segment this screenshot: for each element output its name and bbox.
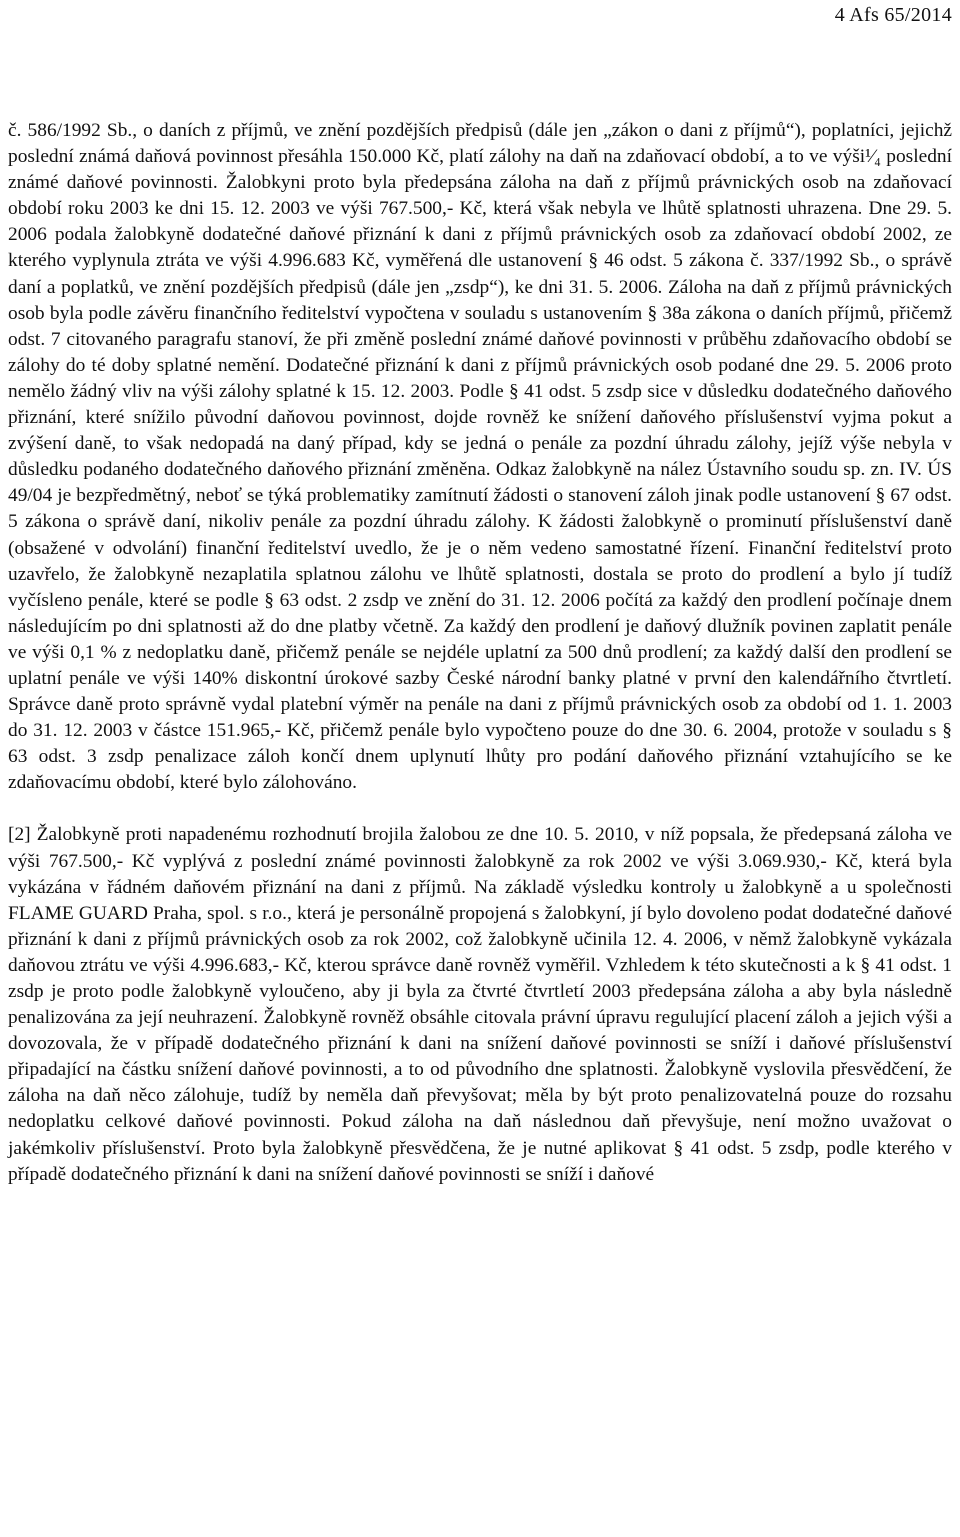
document-body <box>8 118 952 1188</box>
case-number: 4 Afs 65/2014 <box>834 4 952 26</box>
paragraph-2: [2] Žalobkyně proti napadenému rozhodnutí brojila žalobou ze dne 10. 5. 2010, v níž popsala, že předepsaná záloha ve výši 767.500,- Kč vyplývá z poslední známé povinnosti žalobkyně za rok 2002 ve výši 3.069.930,- Kč, která byla vykázána v řádném daňovém přiznání na dani z příjmů. Na základě výsledku kontroly u žalobkyně a u společnosti FLAME GUARD Praha, spol. s r.o., která je personálně propojená s žalobkyní, jí bylo dovoleno podat dodatečné daňové přiznání k dani z příjmů právnických osob za rok 2002, což žalobkyně učinila 12. 4. 2006, v němž žalobkyně vykázala daňovou ztrátu ve výši 4.996.683,- Kč, kterou správce daně rovněž vyměřil. Vzhledem k této skutečnosti a k § 41 odst. 1 zsdp je proto podle žalobkyně vyloučeno, aby ji byla za čtvrté čtvrtletí 2003 předepsána záloha a aby byla následně penalizována za její neuhrazení. Žalobkyně rovněž obsáhle citovala právní úpravu regulující placení záloh a jejich výši a dovozovala, že v případě dodatečného přiznání k dani na snížení daňové povinnosti se sníží i daňové příslušenství připadající na částku snížení daňové povinnosti, a to od původního dne splatnosti. Žalobkyně vyslovila přesvědčení, že záloha na daň něco zálohuje, tudíž by neměla daň převyšovat; měla by být proto penalizovatelná pouze do rozsahu nedoplatku celkové daňové povinnosti. Pokud záloha na daň následnou daň převyšuje, není možno uvažovat o jakémkoliv příslušenství. Proto byla žalobkyně přesvědčena, že je nutné aplikovat § 41 odst. 5 zsdp, podle kterého v případě dodatečného přiznání k dani na snížení daňové povinnosti se sníží i daňové <box>8 824 952 1185</box>
paragraph-1: č. 586/1992 Sb., o daních z příjmů, ve znění pozdějších předpisů (dále jen „zákon o dani z příjmů“), poplatníci, jejichž poslední známá daňová povinnost přesáhla 150.000 Kč, platí zálohy na daň na zdaňovací období, a to ve výši¹⁄₄ poslední známé daňové povinnosti. Žalobkyni proto byla předepsána záloha na daň z příjmů právnických osob na zdaňovací období roku 2003 ke dni 15. 12. 2003 ve výši 767.500,- Kč, která však nebyla ve lhůtě splatnosti uhrazena. Dne 29. 5. 2006 podala žalobkyně dodatečné daňové přiznání k dani z příjmů právnických osob za zdaňovací období 2002, ze kterého vyplynula ztráta ve výši 4.996.683 Kč, vyměřená dle ustanovení § 46 odst. 5 zákona č. 337/1992 Sb., o správě daní a poplatků, ve znění pozdějších předpisů (dále jen „zsdp“), ke dni 31. 5. 2006. Záloha na daň z příjmů právnických osob byla podle závěru finančního ředitelství vypočtena v souladu s ustanovením § 38a zákona o daních příjmů, přičemž odst. 7 citovaného paragrafu stanoví, že při změně poslední známé daňové povinnosti v průběhu zdaňovacího období se zálohy do té doby splatné nemění. Dodatečné přiznání k dani z příjmů právnických osob podané dne 29. 5. 2006 proto nemělo žádný vliv na výši zálohy splatné k 15. 12. 2003. Podle § 41 odst. 5 zsdp sice v důsledku dodatečného daňového přiznání, které snížilo původní daňovou povinnost, dojde rovněž ke snížení daňového příslušenství vyjma pokut a zvýšení daně, to však nedopadá na daný případ, kdy se jedná o penále za pozdní úhradu zálohy, jejíž výše nebyla v důsledku podaného dodatečného daňového přiznání změněna. Odkaz žalobkyně na nález Ústavního soudu sp. zn. IV. ÚS 49/04 je bezpředmětný, neboť se týká problematiky zamítnutí žádosti o stanovení záloh jinak podle ustanovení § 67 odst. 5 zákona o správě daní, nikoliv penále za pozdní úhradu zálohy. K žádosti žalobkyně o prominutí příslušenství daně (obsažené v odvolání) finanční ředitelství uvedlo, že je o něm vedeno samostatné řízení. Finanční ředitelství proto uzavřelo, že žalobkyně nezaplatila splatnou zálohu ve lhůtě splatnosti, dostala se proto do prodlení a bylo jí tudíž vyčísleno penále, které se podle § 63 odst. 2 zsdp ve znění do 31. 12. 2006 počítá za každý den prodlení počínaje dnem následujícím po dni splatnosti až do dne platby včetně. Za každý den prodlení je daňový dlužník povinen zaplatit penále ve výši 0,1 % z nedoplatku daně, přičemž penále se nejdéle uplatní za 500 dnů prodlení; za každý další den prodlení se uplatní penále ve výši 140% diskontní úrokové sazby České národní banky platné v první den kalendářního čtvrtletí. Správce daně proto správně vydal platební výměr na penále na dani z příjmů právnických osob za období od 1. 1. 2003 do 31. 12. 2003 v částce 151.965,- Kč, přičemž penále bylo vypočteno pouze do dne 30. 6. 2004, protože v souladu s § 63 odst. 3 zsdp penalizace záloh končí dnem uplynutí lhůty pro podání daňového přiznání vztahujícího se ke zdaňovacímu období, které bylo zálohováno. <box>8 120 952 794</box>
